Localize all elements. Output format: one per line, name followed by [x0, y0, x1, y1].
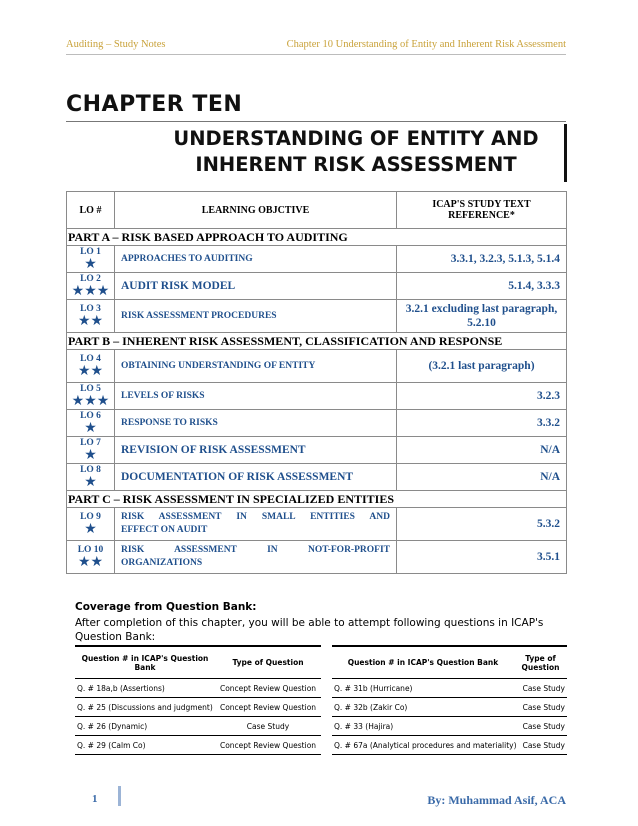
star-icon: ★ [84, 420, 97, 436]
lo-cell [67, 508, 115, 541]
star-icon: ★★ [77, 554, 104, 570]
header-reference: ICAP'S STUDY TEXT REFERENCE* [397, 192, 567, 229]
reference-cell: 3.2.3 [397, 383, 567, 410]
header-objective: LEARNING OBJCTIVE [115, 192, 397, 229]
learning-objectives-table [66, 191, 567, 574]
lo-cell [67, 437, 115, 464]
question-header: Question # in ICAP's Question Bank [75, 646, 215, 679]
lo-cell [67, 541, 115, 574]
type-cell: Case Study [514, 717, 567, 736]
type-cell: Case Study [514, 698, 567, 717]
type-cell: Case Study [215, 717, 321, 736]
page-number: 1 [92, 793, 98, 805]
table-row [75, 717, 321, 736]
table-header-row [67, 192, 567, 229]
objective-cell: AUDIT RISK MODEL [115, 273, 397, 300]
lo-number: LO 4 [80, 353, 101, 364]
part-row [67, 491, 567, 508]
star-icon: ★★ [77, 313, 104, 329]
type-cell: Case Study [514, 736, 567, 755]
objective-line1: RISK ASSESSMENT IN NOT-FOR-PROFIT [121, 545, 390, 555]
chapter-subtitle-line2: INHERENT RISK ASSESSMENT [195, 153, 517, 176]
question-cell: Q. # 26 (Dynamic) [75, 717, 215, 736]
reference-cell: 3.2.1 excluding last paragraph, 5.2.10 [397, 300, 567, 333]
objective-line1: RISK ASSESSMENT IN SMALL ENTITIES AND [121, 512, 390, 522]
lo-cell [67, 300, 115, 333]
header-right: Chapter 10 Understanding of Entity and Inherent Risk Assessment [286, 39, 566, 50]
part-a-heading: PART A – RISK BASED APPROACH TO AUDITING [67, 229, 567, 246]
reference-cell: 5.3.2 [397, 508, 567, 541]
star-icon: ★★ [77, 363, 104, 379]
header-lo: LO # [67, 192, 115, 229]
objective-cell: LEVELS OF RISKS [115, 383, 397, 410]
chapter-subtitle [146, 126, 566, 178]
lo-number: LO 5 [80, 383, 101, 394]
table-row [332, 736, 567, 755]
subtitle-bar [564, 124, 567, 182]
table-header-row [75, 646, 321, 679]
header-left: Auditing – Study Notes [66, 39, 166, 50]
table-row [332, 717, 567, 736]
type-cell: Concept Review Question [215, 698, 321, 717]
reference-cell: (3.2.1 last paragraph) [397, 350, 567, 383]
running-header [66, 36, 566, 55]
coverage-text: After completion of this chapter, you will be able to attempt following questions in ICAP's Question Bank: [75, 617, 544, 643]
objective-cell: RESPONSE TO RISKS [115, 410, 397, 437]
lo-cell [67, 410, 115, 437]
question-cell: Q. # 33 (Hajira) [332, 717, 514, 736]
table-row [332, 679, 567, 698]
question-cell: Q. # 31b (Hurricane) [332, 679, 514, 698]
footer-author: By: Muhammad Asif, ACA [427, 793, 566, 807]
question-cell: Q. # 25 (Discussions and judgment) [75, 698, 215, 717]
question-cell: Q. # 29 (Calm Co) [75, 736, 215, 755]
table-row [332, 698, 567, 717]
lo-number: LO 9 [80, 511, 101, 522]
part-row [67, 333, 567, 350]
lo-number: LO 1 [80, 246, 101, 257]
star-icon: ★ [84, 256, 97, 272]
objective-cell: APPROACHES TO AUDITING [115, 246, 397, 273]
question-header: Question # in ICAP's Question Bank [332, 646, 514, 679]
lo-number: LO 3 [80, 303, 101, 314]
table-row [75, 698, 321, 717]
type-header: Type of Question [215, 646, 321, 679]
reference-cell: N/A [397, 464, 567, 491]
table-row [67, 350, 567, 383]
coverage-title: Coverage from Question Bank: [75, 601, 257, 613]
star-icon: ★ [84, 521, 97, 537]
star-icon: ★★★ [71, 393, 110, 409]
objective-cell: OBTAINING UNDERSTANDING OF ENTITY [115, 350, 397, 383]
footer-bar [118, 786, 121, 806]
table-row [67, 437, 567, 464]
chapter-divider [66, 121, 566, 122]
lo-cell [67, 350, 115, 383]
table-row [75, 679, 321, 698]
reference-cell: N/A [397, 437, 567, 464]
table-row [67, 383, 567, 410]
table-row [67, 410, 567, 437]
reference-cell: 5.1.4, 3.3.3 [397, 273, 567, 300]
star-icon: ★ [84, 447, 97, 463]
question-cell: Q. # 67a (Analytical procedures and materiality) [332, 736, 514, 755]
lo-number: LO 10 [77, 544, 104, 555]
part-row [67, 229, 567, 246]
table-row [67, 541, 567, 574]
part-b-heading: PART B – INHERENT RISK ASSESSMENT, CLASSIFICATION AND RESPONSE [67, 333, 567, 350]
lo-number: LO 6 [80, 410, 101, 421]
table-row [67, 508, 567, 541]
table-row [67, 464, 567, 491]
type-cell: Concept Review Question [215, 679, 321, 698]
star-icon: ★ [84, 474, 97, 490]
lo-cell [67, 383, 115, 410]
type-header: Type of Question [514, 646, 567, 679]
lo-cell [67, 273, 115, 300]
table-row [67, 246, 567, 273]
reference-cell: 3.5.1 [397, 541, 567, 574]
question-table-left [75, 645, 321, 755]
objective-cell: DOCUMENTATION OF RISK ASSESSMENT [115, 464, 397, 491]
objective-cell: RISK ASSESSMENT PROCEDURES [115, 300, 397, 333]
objective-cell: REVISION OF RISK ASSESSMENT [115, 437, 397, 464]
lo-number: LO 8 [80, 464, 101, 475]
table-row [67, 273, 567, 300]
objective-cell [115, 508, 397, 541]
table-row [75, 736, 321, 755]
objective-cell [115, 541, 397, 574]
type-cell: Concept Review Question [215, 736, 321, 755]
reference-cell: 3.3.1, 3.2.3, 5.1.3, 5.1.4 [397, 246, 567, 273]
objective-line2: EFFECT ON AUDIT [121, 525, 208, 535]
table-row [67, 300, 567, 333]
question-cell: Q. # 32b (Zakir Co) [332, 698, 514, 717]
lo-cell [67, 246, 115, 273]
question-table-right [332, 645, 567, 755]
reference-cell: 3.3.2 [397, 410, 567, 437]
chapter-subtitle-line1: UNDERSTANDING OF ENTITY AND [173, 127, 539, 150]
lo-number: LO 7 [80, 437, 101, 448]
table-header-row [332, 646, 567, 679]
lo-cell [67, 464, 115, 491]
lo-number: LO 2 [80, 273, 101, 284]
question-cell: Q. # 18a,b (Assertions) [75, 679, 215, 698]
chapter-title: CHAPTER TEN [66, 92, 243, 117]
objective-line2: ORGANIZATIONS [121, 558, 203, 568]
type-cell: Case Study [514, 679, 567, 698]
star-icon: ★★★ [71, 283, 110, 299]
part-c-heading: PART C – RISK ASSESSMENT IN SPECIALIZED ENTITIES [67, 491, 567, 508]
